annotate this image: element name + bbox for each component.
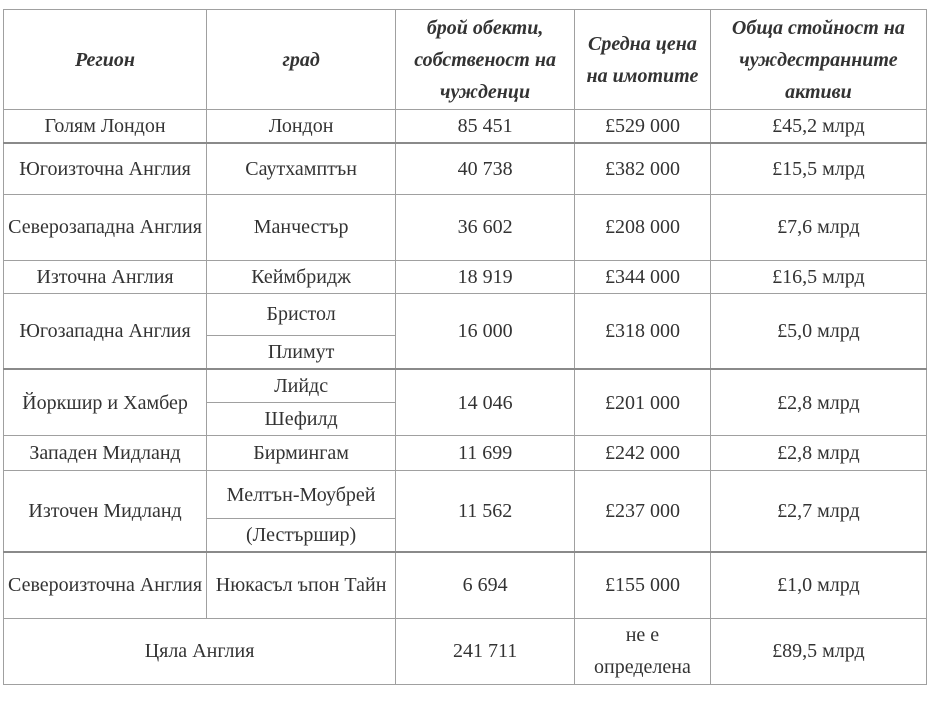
total-label-cell: Цяла Англия bbox=[4, 618, 396, 684]
city-cell: Бирмингам bbox=[207, 436, 396, 471]
price-cell: £344 000 bbox=[575, 260, 711, 293]
header-count: брой обекти, собственост на чужденци bbox=[396, 10, 575, 110]
region-cell: Югозападна Англия bbox=[4, 293, 207, 369]
city-cell: Манчестър bbox=[207, 194, 396, 260]
total-cell: £2,8 млрд bbox=[710, 369, 926, 436]
table-row bbox=[4, 194, 927, 260]
city-cell: Бристол bbox=[207, 293, 396, 335]
total-cell: £5,0 млрд bbox=[710, 293, 926, 369]
header-total-value: Обща стойност на чуждестранните активи bbox=[710, 10, 926, 110]
table-row bbox=[4, 110, 927, 144]
city-cell: Нюкасъл ъпон Тайн bbox=[207, 552, 396, 618]
count-cell: 11 699 bbox=[396, 436, 575, 471]
header-avg-price: Средна цена на имотите bbox=[575, 10, 711, 110]
count-cell: 11 562 bbox=[396, 471, 575, 553]
city-cell: Плимут bbox=[207, 335, 396, 369]
total-cell: £2,7 млрд bbox=[710, 471, 926, 553]
count-cell: 85 451 bbox=[396, 110, 575, 144]
total-cell: £2,8 млрд bbox=[710, 436, 926, 471]
count-cell: 16 000 bbox=[396, 293, 575, 369]
table-row bbox=[4, 293, 927, 335]
region-cell: Източен Мидланд bbox=[4, 471, 207, 553]
price-cell: £242 000 bbox=[575, 436, 711, 471]
city-cell: Кеймбридж bbox=[207, 260, 396, 293]
total-cell: £15,5 млрд bbox=[710, 143, 926, 194]
total-cell: £1,0 млрд bbox=[710, 552, 926, 618]
region-cell: Североизточна Англия bbox=[4, 552, 207, 618]
header-region: Регион bbox=[4, 10, 207, 110]
count-cell: 6 694 bbox=[396, 552, 575, 618]
total-cell: £16,5 млрд bbox=[710, 260, 926, 293]
city-cell: Лондон bbox=[207, 110, 396, 144]
total-cell: £7,6 млрд bbox=[710, 194, 926, 260]
table-row bbox=[4, 552, 927, 618]
count-cell: 14 046 bbox=[396, 369, 575, 436]
foreign-property-table bbox=[3, 9, 927, 685]
count-cell: 18 919 bbox=[396, 260, 575, 293]
price-cell: £237 000 bbox=[575, 471, 711, 553]
city-cell: Лийдс bbox=[207, 369, 396, 403]
header-row bbox=[4, 10, 927, 110]
table-row bbox=[4, 436, 927, 471]
price-cell: не е определена bbox=[575, 618, 711, 684]
count-cell: 241 711 bbox=[396, 618, 575, 684]
table-row bbox=[4, 471, 927, 519]
total-row bbox=[4, 618, 927, 684]
table-row bbox=[4, 369, 927, 403]
count-cell: 36 602 bbox=[396, 194, 575, 260]
total-cell: £45,2 млрд bbox=[710, 110, 926, 144]
table-row bbox=[4, 143, 927, 194]
region-cell: Югоизточна Англия bbox=[4, 143, 207, 194]
header-city: град bbox=[207, 10, 396, 110]
count-cell: 40 738 bbox=[396, 143, 575, 194]
region-cell: Източна Англия bbox=[4, 260, 207, 293]
region-cell: Голям Лондон bbox=[4, 110, 207, 144]
price-cell: £201 000 bbox=[575, 369, 711, 436]
region-cell: Йоркшир и Хамбер bbox=[4, 369, 207, 436]
price-cell: £318 000 bbox=[575, 293, 711, 369]
price-cell: £208 000 bbox=[575, 194, 711, 260]
city-cell: (Лестършир) bbox=[207, 519, 396, 553]
total-cell: £89,5 млрд bbox=[710, 618, 926, 684]
table-row bbox=[4, 260, 927, 293]
city-cell: Шефилд bbox=[207, 403, 396, 436]
price-cell: £529 000 bbox=[575, 110, 711, 144]
city-cell: Саутхамптън bbox=[207, 143, 396, 194]
price-cell: £155 000 bbox=[575, 552, 711, 618]
city-cell: Мелтън-Моубрей bbox=[207, 471, 396, 519]
price-cell: £382 000 bbox=[575, 143, 711, 194]
region-cell: Западен Мидланд bbox=[4, 436, 207, 471]
region-cell: Северозападна Англия bbox=[4, 194, 207, 260]
